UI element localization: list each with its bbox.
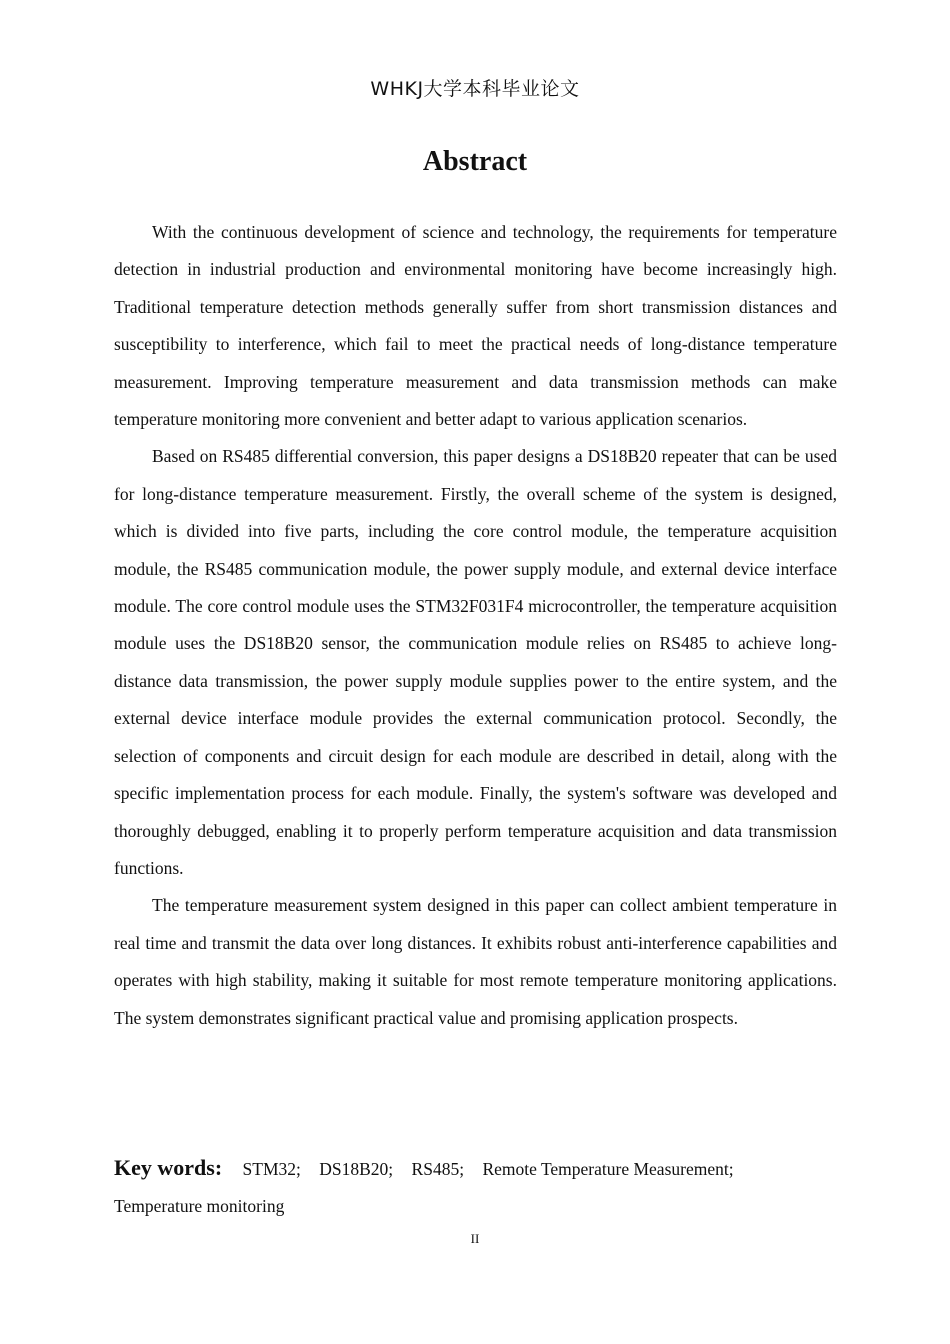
- running-header: WHKJ大学本科毕业论文: [370, 78, 580, 100]
- keyword-item: Temperature monitoring: [114, 1196, 285, 1216]
- keyword-item: Remote Temperature Measurement;: [482, 1159, 734, 1179]
- keywords-label: Key words:: [114, 1155, 223, 1180]
- abstract-title: Abstract: [422, 146, 528, 177]
- keywords-section: [114, 1149, 837, 1225]
- abstract-paragraph-2: Based on RS485 differential conversion, this paper designs a DS18B20 repeater that can be used for long-distance temperature measurement. Firstly, the overall scheme of the system is designed, which is divided into five parts, including the core control module, the temperature acquisition module, the RS485 communication module, the power supply module, and external device interface module. The core control module uses the STM32F031F4 microcontroller, the temperature acquisition module uses the DS18B20 sensor, the communication module relies on RS485 to achieve long-distance data transmission, the power supply module supplies power to the entire system, and the external device interface module provides the external communication protocol. Secondly, the selection of components and circuit design for each module are described in detail, along with the specific implementation process for each module. Finally, the system's software was developed and thoroughly debugged, enabling it to properly perform temperature acquisition and data transmission functions.: [114, 446, 837, 878]
- keyword-item: DS18B20;: [319, 1159, 394, 1179]
- page-number: II: [470, 1231, 480, 1246]
- abstract-body: [114, 214, 837, 1037]
- abstract-paragraph-3: The temperature measurement system designed in this paper can collect ambient temperature in real time and transmit the data over long distances. It exhibits robust anti-interference capabilities and operates with high stability, making it suitable for most remote temperature monitoring applications. The system demonstrates significant practical value and promising application prospects.: [114, 895, 837, 1028]
- keyword-item: RS485;: [411, 1159, 465, 1179]
- abstract-paragraph-1: With the continuous development of science and technology, the requirements for temperature detection in industrial production and environmental monitoring have become increasingly high. Traditional temperature detection methods generally suffer from short transmission distances and susceptibility to interference, which fail to meet the practical needs of long-distance temperature measurement. Improving temperature measurement and data transmission methods can make temperature monitoring more convenient and better adapt to various application scenarios.: [114, 222, 837, 430]
- keyword-item: STM32;: [242, 1159, 301, 1179]
